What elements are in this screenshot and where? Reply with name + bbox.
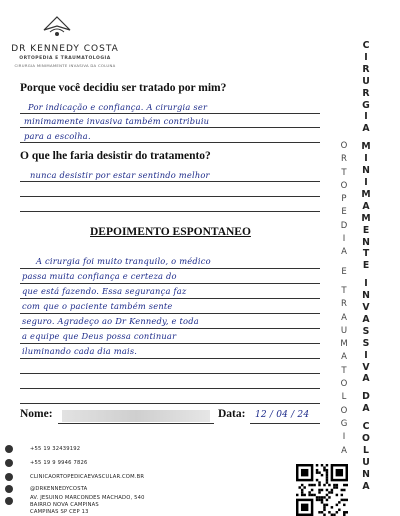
whatsapp-icon bbox=[5, 459, 13, 467]
brand-name: DR KENNEDY COSTA bbox=[11, 44, 119, 54]
testimonial-line bbox=[20, 298, 320, 299]
brand-tagline: CIRURGIA MINIMAMENTE INVASIVA DA COLUNA bbox=[14, 63, 116, 68]
testimonial-line bbox=[20, 283, 320, 284]
testimonial-line bbox=[20, 403, 320, 404]
phone-icon bbox=[5, 445, 13, 453]
answer-2-line-1: nunca desistir por estar sentindo melhor bbox=[30, 170, 210, 180]
testimonial-text-line: a equipe que Deus possa continuar bbox=[22, 331, 177, 341]
location-pin-icon bbox=[5, 497, 13, 505]
testimonial-line bbox=[20, 388, 320, 389]
instagram-icon bbox=[5, 485, 13, 493]
name-line bbox=[58, 423, 214, 424]
instagram-handle: @DRKENNEDYCOSTA bbox=[30, 486, 88, 492]
testimonial-text-line: passa muita confiança e certeza do bbox=[22, 271, 177, 281]
testimonial-line bbox=[20, 343, 320, 344]
answer-1-line-2: minimamente invasiva também contribuiu bbox=[24, 116, 210, 126]
answer-line bbox=[20, 142, 320, 143]
question-2: O que lhe faria desistir do tratamento? bbox=[20, 150, 211, 162]
name-label: Nome: bbox=[20, 408, 53, 420]
address-line-2: BAIRRO NOVA CAMPINAS bbox=[30, 502, 99, 508]
question-1: Porque você decidiu ser tratado por mim? bbox=[20, 82, 227, 94]
testimonial-line bbox=[20, 328, 320, 329]
answer-1-line-3: para a escolha. bbox=[24, 131, 91, 141]
vertical-slogan: C I R U R G I A M I N I M A M E N T E I N V A S S I V A D A C O L U N A bbox=[361, 40, 371, 492]
address-line-1: AV. JESUINO MARCONDES MACHADO, 540 bbox=[30, 495, 145, 501]
logo-mark-icon bbox=[40, 16, 74, 38]
vertical-specialty: O R T O P E D I A E T R A U M A T O L O G I A bbox=[340, 141, 348, 456]
section-title: DEPOIMENTO ESPONTANEO bbox=[90, 226, 251, 238]
testimonial-line bbox=[20, 268, 320, 269]
testimonial-text-line: com que o paciente também sente bbox=[22, 301, 173, 311]
answer-line bbox=[20, 127, 320, 128]
testimonial-text-line: que está fazendo. Essa segurança faz bbox=[22, 286, 187, 296]
globe-icon bbox=[5, 473, 13, 481]
phone-2: +55 19 9 9946 7826 bbox=[30, 460, 88, 466]
answer-line bbox=[20, 181, 320, 182]
testimonial-text-line: A cirurgia foi muito tranquilo, o médico bbox=[36, 256, 211, 266]
answer-line bbox=[20, 211, 320, 212]
date-label: Data: bbox=[218, 408, 246, 420]
answer-line bbox=[20, 196, 320, 197]
phone-1: +55 19 32439192 bbox=[30, 446, 81, 452]
testimonial-text-line: seguro. Agradeço ao Dr Kennedy, e toda bbox=[22, 316, 199, 326]
redacted-name bbox=[62, 410, 210, 422]
testimonial-text-line: iluminando cada dia mais. bbox=[22, 346, 138, 356]
testimonial-line bbox=[20, 313, 320, 314]
brand-subtitle: ORTOPEDIA E TRAUMATOLOGIA bbox=[19, 56, 111, 61]
testimonial-line bbox=[20, 373, 320, 374]
website: CLINICAORTOPEDICAEVASCULAR.COM.BR bbox=[30, 474, 145, 480]
address-line-3: CAMPINAS SP CEP 13 bbox=[30, 509, 89, 515]
qr-code-icon bbox=[296, 464, 348, 516]
answer-1-line-1: Por indicação e confiança. A cirurgia ser bbox=[28, 102, 208, 112]
answer-line bbox=[20, 113, 320, 114]
date-line bbox=[250, 423, 320, 424]
testimonial-line bbox=[20, 358, 320, 359]
date-value: 12 / 04 / 24 bbox=[255, 410, 310, 420]
